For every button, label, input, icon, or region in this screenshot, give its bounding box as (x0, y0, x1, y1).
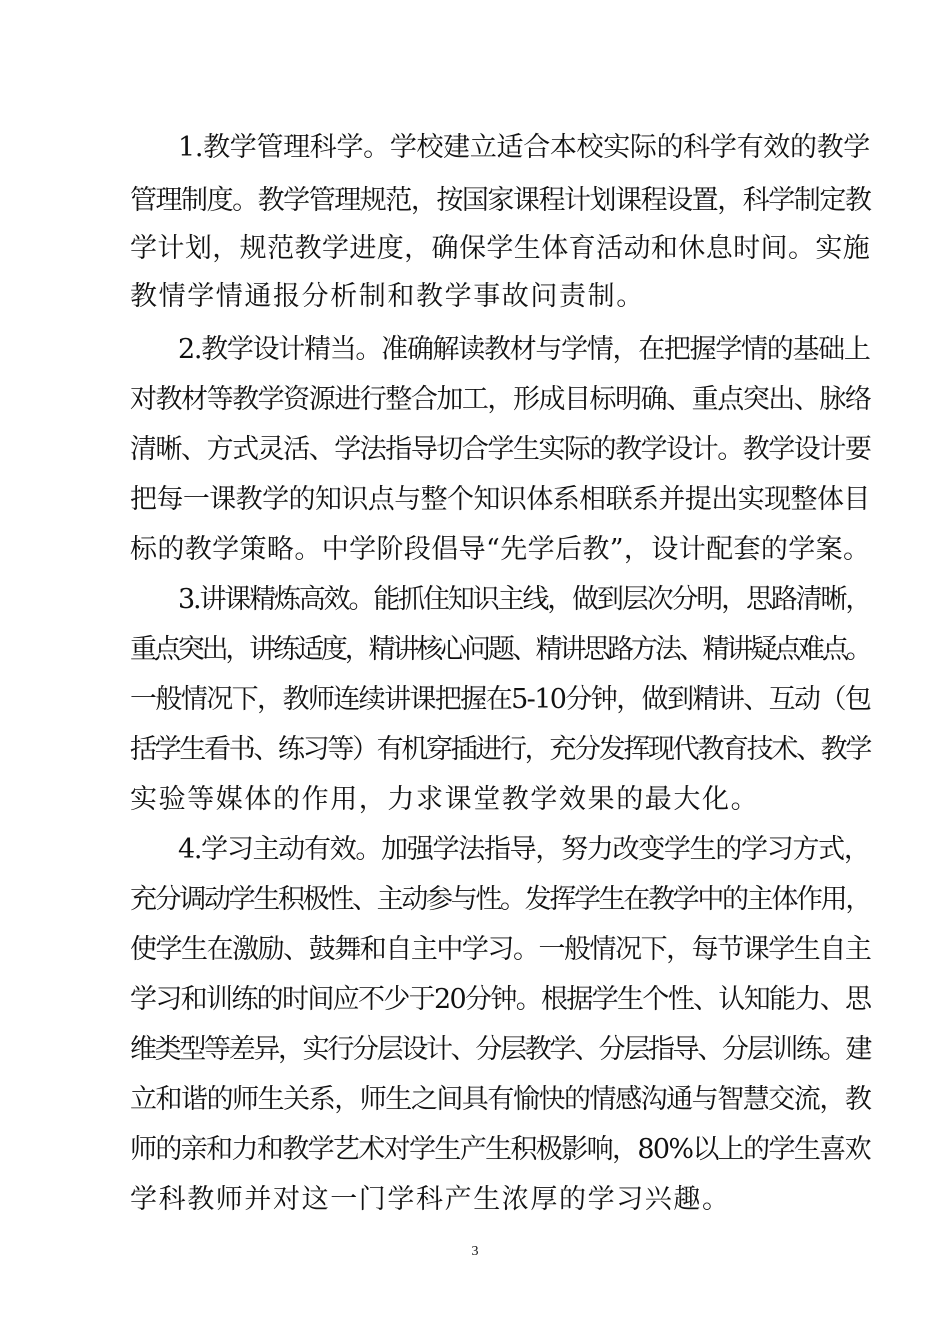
paragraph-2-line-4: 把每一课教学的知识点与整个知识体系相联系并提出实现整体目 (130, 484, 870, 515)
paragraph-1-line-2: 管理制度。教学管理规范，按国家课程计划课程设置，科学制定教 (130, 185, 871, 216)
paragraph-2-line-3: 清晰、方式灵活、学法指导切合学生实际的教学设计。教学设计要 (130, 434, 871, 465)
paragraph-4-line-6: 立和谐的师生关系，师生之间具有愉快的情感沟通与智慧交流，教 (130, 1084, 871, 1115)
paragraph-4-line-4: 学习和训练的时间应不少于20分钟。根据学生个性、认知能力、思 (130, 984, 871, 1015)
paragraph-4-line-1: 4.学习主动有效。加强学法指导，努力改变学生的学习方式， (178, 834, 870, 865)
paragraph-2-line-2: 对教材等教学资源进行整合加工，形成目标明确、重点突出、脉络 (130, 384, 871, 415)
paragraph-4-line-3: 使学生在激励、鼓舞和自主中学习。一般情况下，每节课学生自主 (130, 934, 871, 965)
paragraph-1-line-1: 1.教学管理科学。学校建立适合本校实际的科学有效的教学 (178, 132, 870, 163)
paragraph-3-line-2: 重点突出，讲练适度，精讲核心问题、精讲思路方法、精讲疑点难点。 (130, 634, 870, 665)
paragraph-4-line-7: 师的亲和力和教学艺术对学生产生积极影响，80%以上的学生喜欢 (130, 1134, 871, 1165)
paragraph-3-line-4: 括学生看书、练习等）有机穿插进行，充分发挥现代教育技术、教学 (130, 734, 870, 765)
paragraph-3-line-5: 实验等媒体的作用，力求课堂教学效果的最大化。 (130, 784, 760, 815)
paragraph-2-line-5: 标的教学策略。中学阶段倡导“先学后教”，设计配套的学案。 (130, 534, 871, 565)
paragraph-3-line-1: 3.讲课精炼高效。能抓住知识主线，做到层次分明，思路清晰， (178, 584, 871, 615)
paragraph-4-line-2: 充分调动学生积极性、主动参与性。发挥学生在教学中的主体作用， (130, 884, 870, 915)
paragraph-1-line-4: 教情学情通报分析制和教学事故问责制。 (130, 281, 645, 312)
paragraph-3-line-3: 一般情况下，教师连续讲课把握在5-10分钟，做到精讲、互动（包 (130, 684, 871, 715)
paragraph-4-line-8: 学科教师并对这一门学科产生浓厚的学习兴趣。 (130, 1184, 731, 1215)
page-number: 3 (471, 1244, 479, 1259)
paragraph-4-line-5: 维类型等差异，实行分层设计、分层教学、分层指导、分层训练。建 (130, 1034, 870, 1065)
paragraph-1-line-3: 学计划，规范教学进度，确保学生体育活动和休息时间。实施 (130, 233, 871, 264)
paragraph-2-line-1: 2.教学设计精当。准确解读教材与学情，在把握学情的基础上 (178, 334, 870, 365)
